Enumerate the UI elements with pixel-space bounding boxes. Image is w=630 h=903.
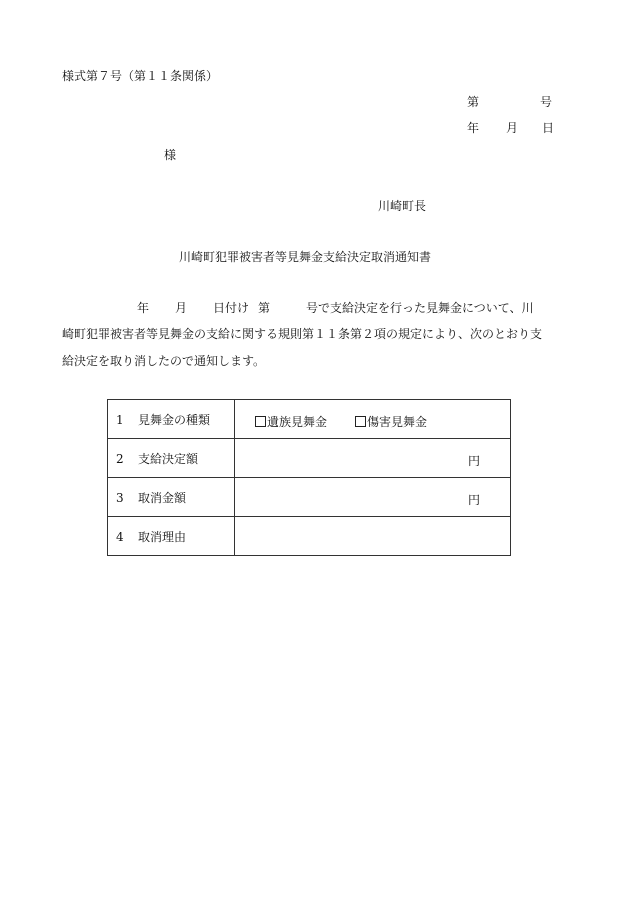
body-year-label: 年 [137,301,150,315]
table-row [108,517,511,556]
body-line-3: 給決定を取り消したので通知します。 [62,354,266,368]
document-number-prefix: 第 [467,95,480,109]
benefit-type-cell [235,400,511,439]
yen-unit: 円 [468,454,481,468]
row-label: 見舞金の種類 [138,412,211,427]
row-label-cell [108,400,235,439]
date-day-label: 日 [542,121,555,135]
addressee-suffix: 様 [164,148,177,162]
row-label: 取消金額 [138,490,187,505]
row-label-cell [108,478,235,517]
row-number: 3 [116,490,124,505]
table-row [108,439,511,478]
option-label: 傷害見舞金 [367,415,428,429]
form-number: 様式第７号（第１１条関係） [62,69,219,83]
row-label: 支給決定額 [138,451,199,466]
details-table [107,399,511,556]
cancelled-amount-field[interactable] [235,478,511,517]
date-year-label: 年 [467,121,480,135]
document-number-suffix: 号 [540,95,553,109]
body-number-label: 第 [258,301,271,315]
row-number: 2 [116,451,124,466]
option-bereaved-benefit[interactable] [255,413,327,430]
body-line-1 [137,302,534,314]
table-row [108,478,511,517]
yen-unit: 円 [468,493,481,507]
issuer-name: 川崎町長 [378,199,427,213]
body-month-label: 月 [175,301,188,315]
option-label: 遺族見舞金 [267,415,328,429]
cancellation-reason-field[interactable] [235,517,511,556]
checkbox-icon[interactable] [355,416,366,427]
row-number: 4 [116,529,124,544]
document-title: 川崎町犯罪被害者等見舞金支給決定取消通知書 [179,250,432,264]
body-line-1-text: 号で支給決定を行った見舞金について、川 [306,301,534,315]
table-row [108,400,511,439]
date-month-label: 月 [506,121,519,135]
option-injury-benefit[interactable] [355,413,427,430]
payment-amount-field[interactable] [235,439,511,478]
row-number: 1 [116,412,124,427]
row-label-cell [108,517,235,556]
body-dated-label: 日付け [213,301,250,315]
row-label-cell [108,439,235,478]
body-line-2: 崎町犯罪被害者等見舞金の支給に関する規則第１１条第２項の規定により、次のとおり支 [62,327,543,341]
row-label: 取消理由 [138,529,187,544]
checkbox-icon[interactable] [255,416,266,427]
